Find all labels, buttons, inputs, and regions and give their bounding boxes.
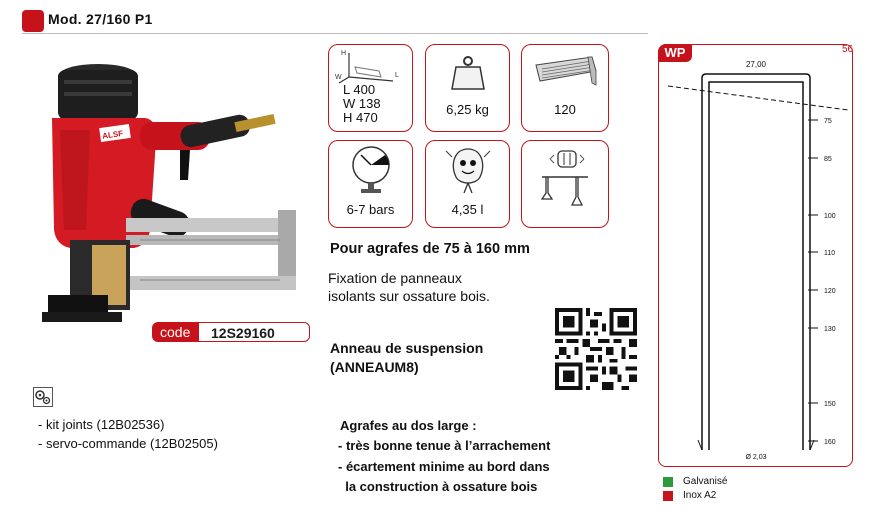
length-label-75: 75 — [824, 118, 832, 125]
wp-badge: WP — [658, 44, 692, 62]
svg-text:ALSF: ALSF — [101, 128, 124, 141]
feature-item-1: - très bonne tenue à l’arrachement — [338, 438, 551, 453]
dimension-length: L 400 — [343, 82, 376, 97]
option-item-1: - kit joints (12B02536) — [38, 417, 165, 432]
model-title: Mod. 27/160 P1 — [48, 11, 153, 27]
accessory-line-1: Anneau de suspension — [330, 340, 484, 356]
weight-icon — [448, 53, 488, 93]
length-label-160: 160 — [824, 439, 836, 446]
header-marker — [22, 10, 44, 32]
capacity-box — [521, 44, 609, 132]
staple-width-label: 27,00 — [745, 60, 767, 69]
dimensions-values — [343, 83, 381, 125]
pressure-box — [328, 140, 413, 228]
staple-diagram — [658, 44, 852, 466]
length-label-85: 85 — [824, 156, 832, 163]
pressure-gauge-icon — [349, 145, 393, 195]
length-label-110: 110 — [824, 250, 836, 257]
stapler-image — [30, 40, 320, 340]
pressure-value: 6-7 bars — [346, 202, 395, 217]
qr-code — [555, 308, 637, 390]
dimensions-icon — [335, 47, 405, 87]
legend-swatch-galvanise — [663, 477, 673, 487]
code-label: code — [152, 322, 206, 342]
staple-type-box — [521, 140, 609, 228]
length-label-130: 130 — [824, 326, 836, 333]
legend-swatch-inox — [663, 491, 673, 501]
air-mascot-icon — [442, 143, 494, 197]
air-consumption-value: 4,35 l — [451, 202, 484, 217]
length-label-120: 120 — [824, 288, 836, 295]
length-label-100: 100 — [824, 213, 836, 220]
dimension-width: W 138 — [343, 96, 381, 111]
staple-range-heading: Pour agrafes de 75 à 160 mm — [330, 241, 530, 257]
options-gears-icon — [33, 387, 53, 407]
page-number: 56 — [842, 44, 854, 55]
description-line-1: Fixation de panneaux — [328, 270, 462, 286]
staple-strip-icon — [530, 51, 600, 91]
description-line-2: isolants sur ossature bois. — [328, 288, 490, 304]
weight-box — [425, 44, 510, 132]
features-title: Agrafes au dos large : — [340, 418, 477, 433]
legend-label-galvanise: Galvanisé — [683, 476, 728, 487]
feature-item-3: la construction à ossature bois — [338, 479, 538, 494]
length-label-150: 150 — [824, 401, 836, 408]
axis-w-label: W — [335, 74, 342, 81]
product-code: 12S29160 — [198, 322, 310, 342]
air-consumption-box — [425, 140, 510, 228]
diameter-label: Ø 2,03 — [745, 454, 767, 461]
staple-type-icon — [532, 147, 598, 213]
axis-h-label: H — [341, 50, 347, 57]
feature-item-2: - écartement minime au bord dans — [338, 459, 550, 474]
legend-label-inox: Inox A2 — [683, 490, 717, 501]
dimension-height: H 470 — [343, 110, 378, 125]
accessory-line-2: (ANNEAUM8) — [330, 359, 419, 375]
axis-l-label: L — [395, 72, 399, 79]
dimensions-box — [328, 44, 413, 132]
weight-value: 6,25 kg — [446, 102, 489, 117]
header-divider — [22, 33, 648, 34]
option-item-2: - servo-commande (12B02505) — [38, 436, 218, 451]
capacity-value: 120 — [554, 102, 576, 117]
